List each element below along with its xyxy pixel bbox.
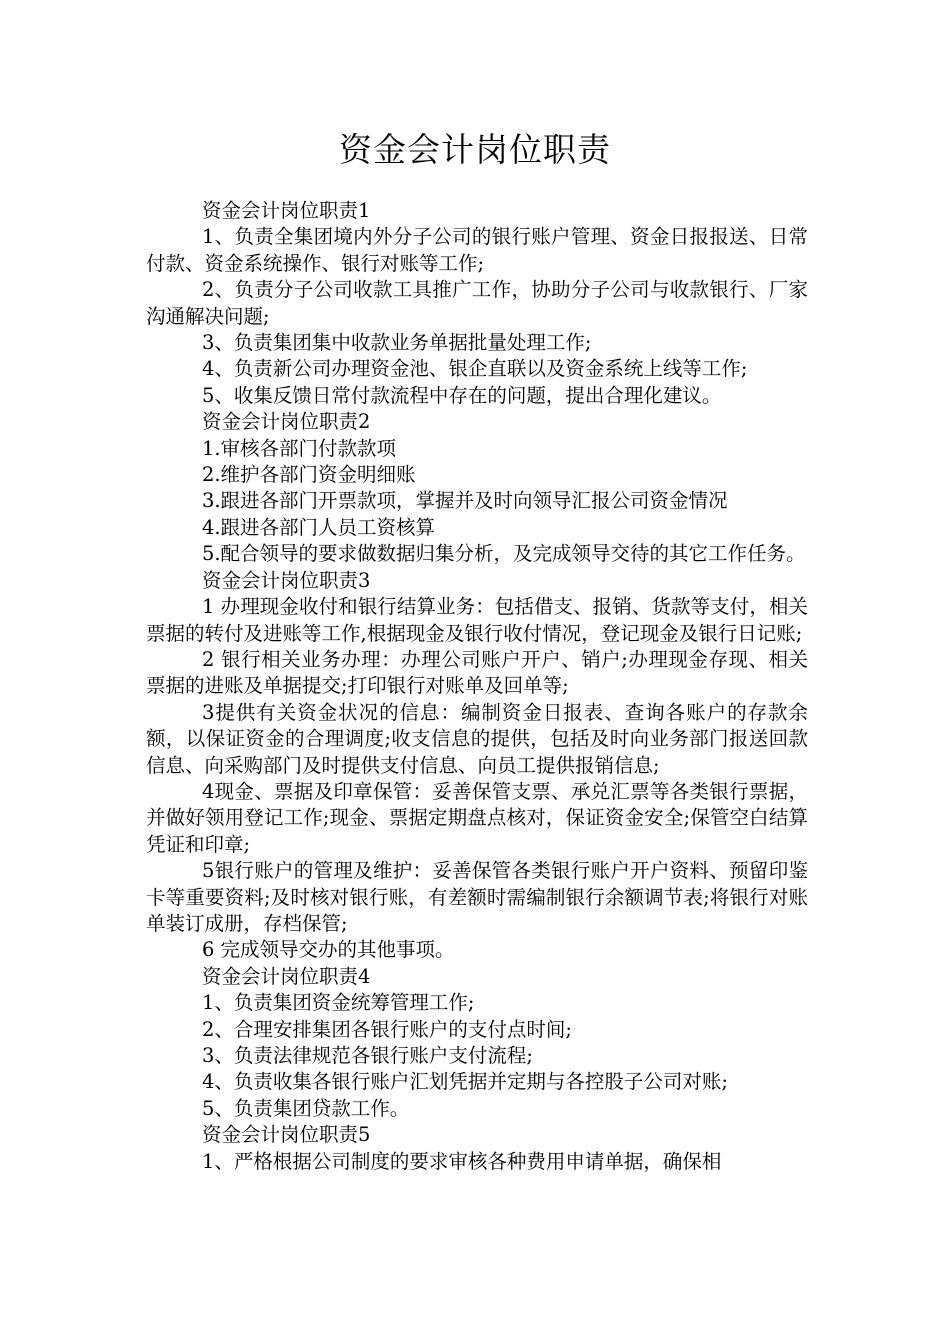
paragraph: 3、负责法律规范各银行账户支付流程; [201, 1044, 533, 1067]
paragraph: 6 完成领导交办的其他事项。 [201, 938, 455, 962]
paragraph: 2、合理安排集团各银行账户的支付点时间; [201, 1017, 572, 1041]
paragraph: 3、负责集团集中收款业务单据批量处理工作; [201, 331, 592, 355]
paragraph: 3.跟进各部门开票款项，掌握并及时向领导汇报公司资金情况 [201, 489, 728, 513]
document-body [146, 198, 808, 1175]
paragraph: 5银行账户的管理及维护：妥善保管各类银行账户开户资料、预留印鉴卡等重要资料;及时核对银行账，有差额时需编制银行余额调节表;将银行对账单装订成册，存档保管; [146, 859, 808, 935]
paragraph: 4现金、票据及印章保管：妥善保管支票、承兑汇票等各类银行票据，并做好领用登记工作;现金、票据定期盘点核对，保证资金安全;保管空白结算凭证和印章; [146, 779, 808, 856]
section-heading: 资金会计岗位职责1 [201, 199, 371, 222]
paragraph: 1 办理现金收付和银行结算业务：包括借支、报销、货款等支付，相关票据的转付及进账等工作,根据现金及银行收付情况，登记现金及银行日记账; [146, 595, 808, 645]
section-heading: 资金会计岗位职责4 [201, 964, 371, 988]
paragraph: 1.审核各部门付款款项 [201, 436, 397, 460]
paragraph: 1、负责集团资金统筹管理工作; [201, 991, 475, 1015]
paragraph: 3提供有关资金状况的信息：编制资金日报表、查询各账户的存款余额，以保证资金的合理调度;收支信息的提供，包括及时向业务部门报送回款信息、向采购部门及时提供支付信息、向员工提供报销信息; [146, 700, 808, 777]
section-heading: 资金会计岗位职责2 [201, 410, 371, 434]
paragraph: 4、负责收集各银行账户汇划凭据并定期与各控股子公司对账; [201, 1070, 728, 1094]
paragraph: 2、负责分子公司收款工具推广工作，协助分子公司与收款银行、厂家沟通解决问题; [146, 278, 808, 328]
paragraph: 1、严格根据公司制度的要求审核各种费用申请单据，确保相 [201, 1149, 722, 1173]
paragraph: 4、负责新公司办理资金池、银企直联以及资金系统上线等工作; [201, 357, 748, 381]
paragraph: 2 银行相关业务办理：办理公司账户开户、销户;办理现金存现、相关票据的进账及单据提交;打印银行对账单及回单等; [146, 647, 808, 698]
document-title: 资金会计岗位职责 [339, 130, 611, 169]
paragraph: 5、收集反馈日常付款流程中存在的问题，提出合理化建议。 [201, 383, 722, 407]
paragraph: 1、负责全集团境内外分子公司的银行账户管理、资金日报报送、日常付款、资金系统操作、银行对账等工作; [146, 225, 808, 275]
section-heading: 资金会计岗位职责3 [201, 568, 371, 592]
section-heading: 资金会计岗位职责5 [201, 1123, 371, 1147]
paragraph: 4.跟进各部门人员工资核算 [201, 515, 436, 539]
paragraph: 5.配合领导的要求做数据归集分析，及完成领导交待的其它工作任务。 [201, 542, 806, 566]
paragraph: 2.维护各部门资金明细账 [201, 463, 416, 487]
paragraph: 5、负责集团贷款工作。 [201, 1096, 410, 1120]
